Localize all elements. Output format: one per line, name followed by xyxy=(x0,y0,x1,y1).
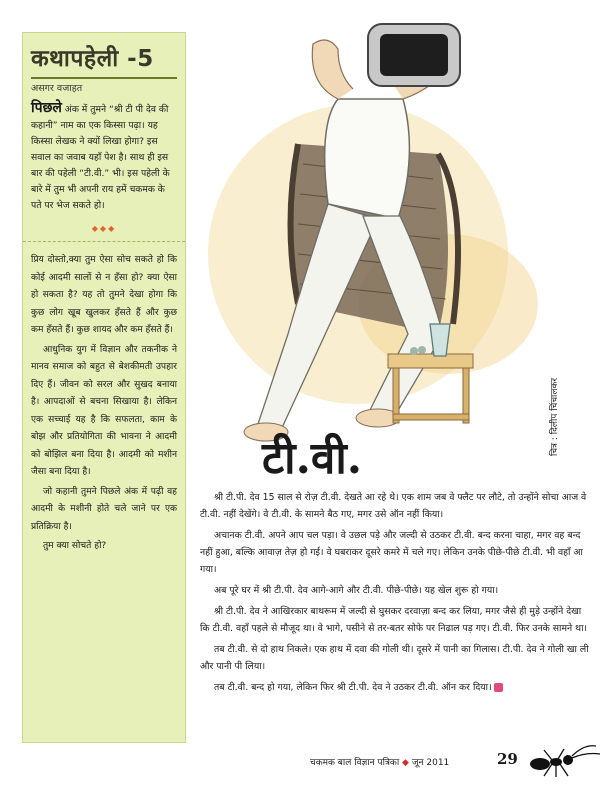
illustration-man-tv-chair xyxy=(188,4,588,462)
page-footer xyxy=(310,755,449,768)
title-rule xyxy=(31,77,177,79)
story-title: टी.वी. xyxy=(262,433,363,484)
author-name: असगर वजाहत xyxy=(31,83,83,94)
page-number: 29 xyxy=(497,750,518,768)
story-paragraph-4: श्री टी.पी. देव ने आखिरकार बाथरूम में जल्दी से घुसकर दरवाज़ा बन्द कर लिया, मगर जैसे ही मुड़े उन्होंने देखा कि टी.वी. वहाँ पहले से मौजूद था। वे भागे, पसीने से तर-बतर सोफे पर निढाल पड़ गए। टी.वी. फिर उनके सामने था। xyxy=(200,606,588,634)
story-paragraph-3: अब पूरे घर में श्री टी.पी. देव आगे-आगे और टी.वी. पीछे-पीछे। यह खेल शुरू हो गया। xyxy=(214,585,499,596)
sidebar-paragraph-3: जो कहानी तुमने पिछले अंक में पढ़ी वह आदमी के मशीनी होते चले जाने पर एक प्रतिक्रिया है। xyxy=(31,486,177,532)
illustration-credit: चित्र : दिलीप चिंचालकर xyxy=(550,377,560,456)
story-paragraph-5: तब टी.वी. से दो हाथ निकले। एक हाथ में दवा की गोली थी। दूसरे में पानी का गिलास। टी.पी. देव ने गोली खा ली और पानी पी लिया। xyxy=(200,644,589,672)
issue-date: जून 2011 xyxy=(411,758,450,768)
dashed-divider xyxy=(23,241,185,242)
sidebar-title: कथापहेली -5 xyxy=(31,46,154,72)
sidebar-box xyxy=(22,32,186,743)
section-divider-diamonds: ◆◆◆ xyxy=(91,224,117,233)
intro-lead-word: पिछले xyxy=(31,100,62,116)
ant-icon xyxy=(522,740,602,780)
story-paragraph-6 xyxy=(200,679,592,696)
intro-text: अंक में तुमने “श्री टी पी देव की कहानी” नाम का एक किस्सा पढ़ा। यह किस्सा लेखक ने क्यों लिखा होगा? इस सवाल का जवाब यहाँ पेश है। साथ ही इस बार की पहेली “टी.वी.” भी। इस पहेली के बारे में तुम भी अपनी राय हमें चकमक के पते पर भेज सकते हो। xyxy=(31,104,170,211)
sidebar-paragraph-4: तुम क्या सोचते हो? xyxy=(43,541,107,551)
sidebar-paragraph-2: आधुनिक युग में विज्ञान और तकनीक ने मानव समाज को बहुत से बेशकीमती उपहार दिए हैं। जीवन को सरल और सुखद बनाया है। आपदाओं से बचना सिखाया है। लेकिन एक सच्चाई यह है कि सफलता, काम के बोझ और प्रतियोगिता की भावना ने आदमी को बोझिल बना दिया है। आदमी को मशीन जैसा बना दिया है। xyxy=(31,344,177,477)
footer-diamond-icon: ◆ xyxy=(402,758,409,768)
story-paragraph-1: श्री टी.पी. देव 15 साल से रोज़ टी.वी. देखते आ रहे थे। एक शाम जब वे फ्लैट पर लौटे, तो उन्होंने सोचा आज वे टी.वी. नहीं देखेंगे। वे टी.वी. के सामने बैठ गए, मगर उसे ऑन नहीं किया। xyxy=(200,492,587,520)
end-mark-icon xyxy=(494,683,503,692)
intro-paragraph xyxy=(31,100,177,214)
story-body xyxy=(200,489,592,700)
story-paragraph-6-text: तब टी.वी. बन्द हो गया, लेकिन फिर श्री टी.पी. देव ने उठकर टी.वी. ऑन कर दिया। xyxy=(214,682,492,693)
story-paragraph-2: अचानक टी.वी. अपने आप चल पड़ा। वे उछल पड़े और जल्दी से उठकर टी.वी. बन्द करना चाहा, मगर वह बन्द नहीं हुआ, बल्कि आवाज़ तेज़ हो गई। वे घबराकर दूसरे कमरे में चले गए। लेकिन उनके पीछे-पीछे टी.वी. भी वहाँ आ गया। xyxy=(200,530,583,575)
magazine-name: चकमक बाल विज्ञान पत्रिका xyxy=(310,758,400,768)
sidebar-paragraph-1: प्रिय दोस्तो,क्या तुम ऐसा सोच सकते हो कि कोई आदमी सालों से न हँसा हो? क्या ऐसा हो सकता है? यह तो तुमने देखा होगा कि कुछ लोग खूब खुलकर हँसते हैं और कुछ कम हँसते हैं। कुछ शायद और कम हँसते हैं। xyxy=(31,255,177,335)
